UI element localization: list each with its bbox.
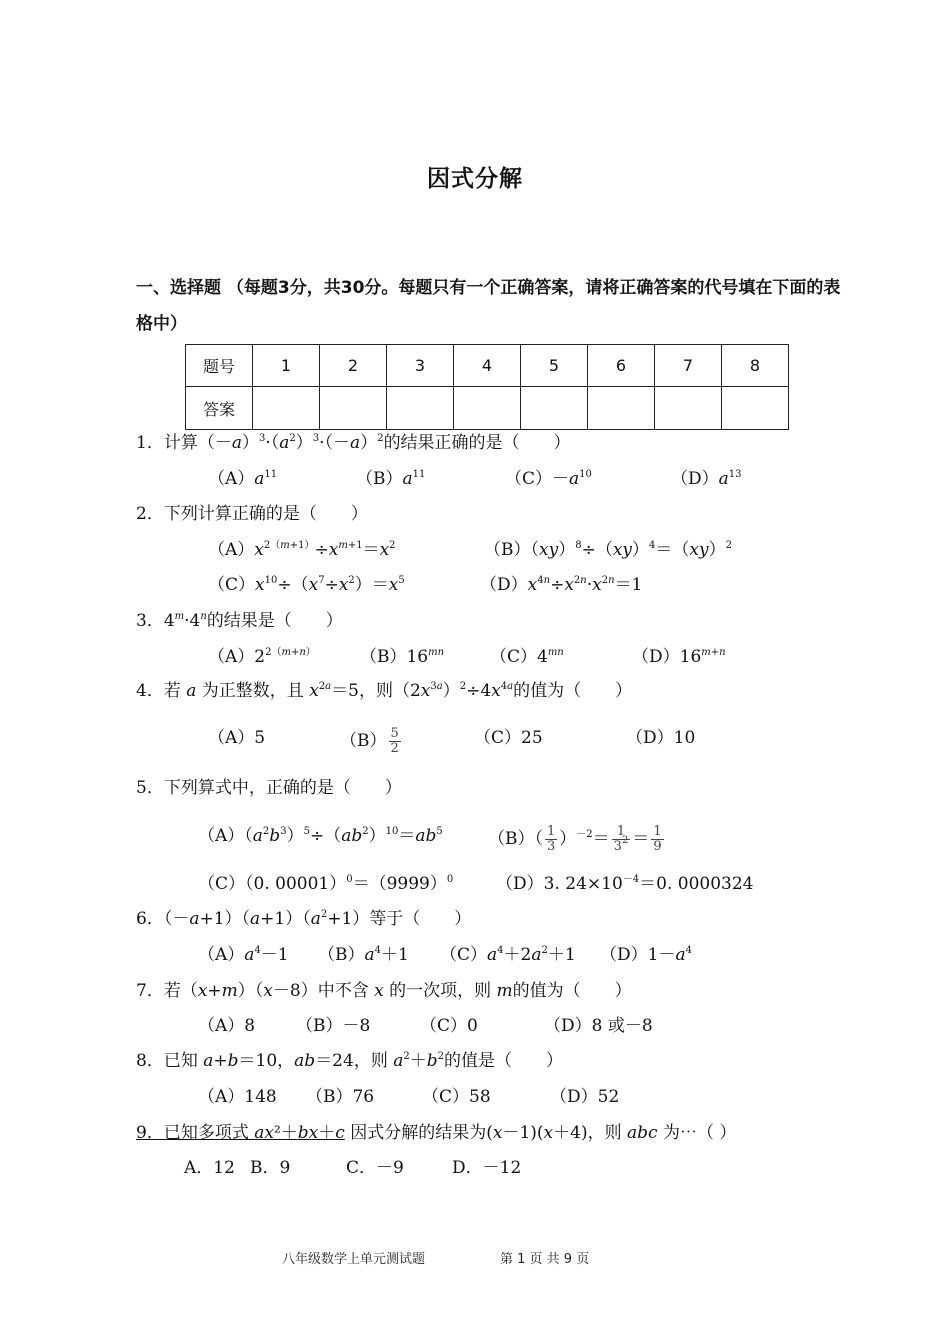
- option: $(B)a^4+1$: [318, 945, 409, 965]
- option: $(C)4^{mn}$: [490, 647, 564, 667]
- option: $(D)x^{4n}\div x^{2n}\cdot x^{2n}=1$: [480, 575, 643, 595]
- option: C．－9: [346, 1158, 404, 1178]
- footer-title: 八年级数学上单元测试题: [282, 1252, 426, 1267]
- question-6: 6．$(-a+1)(a+1)(a^2+1)$等于（ ）: [136, 909, 472, 929]
- question-4: 4．若 a 为正整数，且 $x^{2a}=5$，则$(2x^{3a})^2\div 4x^{4a}$的值为（ ）: [136, 681, 633, 701]
- table-number: 3: [387, 345, 454, 387]
- option: $(D)16^{m+n}$: [632, 647, 726, 667]
- answer-cell[interactable]: [521, 387, 588, 430]
- question-1: 1．计算$(-a)^3\cdot(a^2)^3\cdot(-a)^2$的结果正确的是（ ）: [136, 433, 571, 453]
- option: $(B)16^{mn}$: [360, 647, 445, 667]
- question-9: 9．已知多项式 ax²＋bx＋c 因式分解的结果为(x－1)(x＋4)，则 abc 为⋯（ ）: [136, 1123, 737, 1143]
- table-header-label: 题号: [186, 345, 253, 387]
- table-number: 2: [320, 345, 387, 387]
- option: $(C)a^4+2a^2+1$: [440, 945, 576, 965]
- option: （B）（ $\frac{1}{3}$ ）$^{-2}$＝ $\frac{1}{3^2}$ ＝ $\frac{1}{9}$: [488, 824, 662, 854]
- table-answer-label: 答案: [186, 387, 253, 430]
- answer-cell[interactable]: [722, 387, 789, 430]
- option: $(A)2^{2(m+n)}$: [208, 647, 316, 667]
- question-3: 3．$4^m\cdot 4^n$的结果是（ ）: [136, 611, 343, 631]
- option: $(A)(a^2b^3)^5\div(ab^2)^{10}=ab^5$: [198, 826, 443, 846]
- table-number: 8: [722, 345, 789, 387]
- option: （C）0: [420, 1016, 478, 1036]
- option: $(A)a^4-1$: [198, 945, 289, 965]
- option: $(C)-a^{10}$: [505, 469, 592, 489]
- table-row: [186, 345, 789, 387]
- option: （C）（0. $00001)^0=(9999)^0$: [198, 874, 454, 894]
- option: $(B)a^{11}$: [356, 469, 426, 489]
- option: （B） $\frac{5}{2}$: [340, 726, 399, 756]
- question-5: 5．下列算式中，正确的是（ ）: [136, 778, 402, 798]
- option: （C）25: [474, 728, 543, 748]
- question-7: 7．若（x+m）（x－8）中不含 x 的一次项，则 m的值为（ ）: [136, 981, 632, 1001]
- option: （B）（xy）$^8$÷（xy）$^4$＝（xy）$^2$: [484, 540, 732, 560]
- option: （B）－8: [296, 1016, 371, 1036]
- option: （D）10: [626, 728, 696, 748]
- question-2: 2．下列计算正确的是（ ）: [136, 504, 368, 524]
- option: （A）5: [208, 728, 266, 748]
- option: （A）8: [198, 1016, 256, 1036]
- option: $(C)x^{10}\div(x^7\div x^2)=x^5$: [208, 575, 405, 595]
- answer-cell[interactable]: [387, 387, 454, 430]
- question-8: 8．已知 a+b＝10，ab＝24，则 $a^2+b^2$的值是（ ）: [136, 1051, 564, 1071]
- answer-cell[interactable]: [253, 387, 320, 430]
- table-number: 4: [454, 345, 521, 387]
- footer-page-number: 第 1 页 共 9 页: [500, 1252, 590, 1267]
- answer-table: [185, 344, 789, 430]
- option: $(A)x^{2(m+1)}\div x^{m+1}=x^2$: [208, 540, 396, 560]
- option: $(D)1-a^4$: [600, 945, 692, 965]
- option: （D）52: [550, 1087, 620, 1107]
- answer-cell[interactable]: [655, 387, 722, 430]
- table-number: 7: [655, 345, 722, 387]
- answer-cell[interactable]: [320, 387, 387, 430]
- option: （D）3. $24\times 10^{-4}=0$. 0000324: [496, 874, 754, 894]
- option: B．9: [250, 1158, 291, 1178]
- option: （B）76: [306, 1087, 375, 1107]
- option: $(A)a^{11}$: [208, 469, 278, 489]
- page-title: 因式分解: [427, 166, 523, 192]
- option: （D）8 或－8: [544, 1016, 653, 1036]
- option: $(D)a^{13}$: [671, 469, 742, 489]
- section-heading: 一、选择题 （每题3分，共30分。每题只有一个正确答案，请将正确答案的代号填在下面的表格中）: [136, 278, 841, 334]
- table-number: 5: [521, 345, 588, 387]
- table-row: [186, 387, 789, 430]
- option: D．－12: [452, 1158, 522, 1178]
- table-number: 1: [253, 345, 320, 387]
- answer-cell[interactable]: [588, 387, 655, 430]
- option: （C）58: [422, 1087, 491, 1107]
- answer-cell[interactable]: [454, 387, 521, 430]
- option: A．12: [184, 1158, 235, 1178]
- option: （A）148: [198, 1087, 277, 1107]
- table-number: 6: [588, 345, 655, 387]
